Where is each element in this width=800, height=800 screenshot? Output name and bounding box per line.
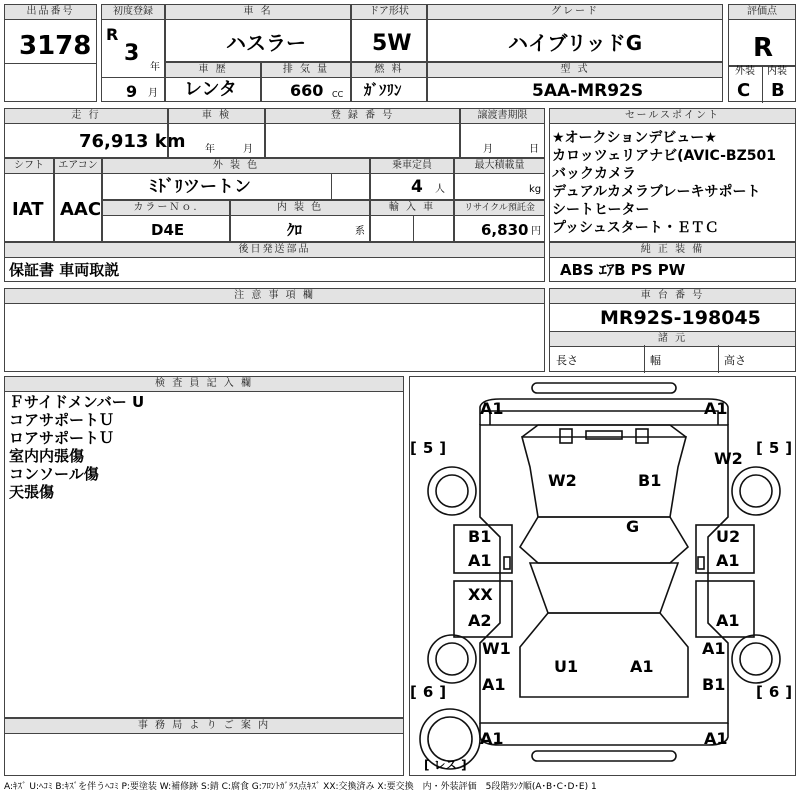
- transfer-deadline-box: [460, 108, 545, 158]
- chassis-label: 車 台 番 号: [550, 289, 795, 304]
- car-name: ハスラー: [226, 31, 306, 55]
- dims-label: 諸 元: [550, 331, 795, 347]
- first-registration-label: 初度登録: [102, 5, 164, 20]
- int-color-box: [230, 200, 370, 242]
- score: R: [753, 33, 774, 63]
- damage-mark-left-rear-door-2: A2: [468, 611, 492, 630]
- era: R: [106, 25, 119, 44]
- inspection-label: 車 検: [169, 109, 264, 124]
- height-label: 高さ: [724, 354, 746, 367]
- damage-mark-roof: G: [626, 517, 640, 536]
- sales-point-line: ★オークションデビュー★: [552, 130, 717, 146]
- damage-mark-back-door-right: A1: [630, 657, 654, 676]
- inspector-box: [4, 376, 404, 718]
- sales-points-label: セールスポイント: [550, 109, 795, 124]
- inspector-note-line: Ｆサイドメンバー U: [9, 393, 145, 411]
- mileage-label: 走 行: [5, 109, 167, 124]
- int-color-unit: 系: [355, 226, 365, 237]
- damage-mark-front-left-bumper: A1: [480, 399, 504, 418]
- damage-mark-right-fender: W2: [714, 449, 743, 468]
- ext-grade: C: [737, 80, 751, 101]
- tire-fr-label: [ 5 ]: [756, 439, 793, 457]
- transfer-day-unit: 日: [529, 144, 539, 155]
- ext-color-box: [102, 158, 370, 200]
- tire-fl: 5: [422, 439, 434, 457]
- sales-point-line: シートヒーター: [552, 202, 650, 218]
- legend: A:ｷｽﾞ U:ﾍｺﾐ B:ｷｽﾞを伴うﾍｺﾐ P:要塗装 W:補修跡 S:錆 C:腐食 G:ﾌﾛﾝﾄｶﾞﾗｽ点ｷｽﾞ XX:交換済み X:要交換 内・外装評価 5段階ﾗﾝｸ順(A･B･C･D･E) 1: [4, 782, 597, 792]
- sales-points-box: [549, 108, 796, 242]
- max-load-unit: kg: [529, 184, 542, 195]
- notes-label: 注 意 事 項 欄: [5, 289, 544, 304]
- shift-box: [4, 158, 54, 242]
- sales-point-line: プッシュスタート・ＥＴＣ: [552, 220, 719, 236]
- damage-mark-left-quarter-1: W1: [482, 639, 511, 658]
- mileage: 76,913 km: [79, 131, 186, 152]
- mileage-box: [4, 108, 186, 158]
- later-parts-box: [4, 242, 545, 282]
- grade-box: [427, 4, 723, 62]
- score-box: [728, 4, 796, 102]
- spare-tire-label: [ レス ]: [424, 758, 467, 772]
- reg-month: 9: [126, 82, 138, 101]
- office-label: 事 務 局 よ り ご 案 内: [5, 719, 403, 734]
- lot-number-label: 出品番号: [5, 5, 96, 20]
- damage-mark-rear-right-bumper: A1: [704, 729, 728, 748]
- tire-rr-label: [ 6 ]: [756, 683, 793, 701]
- int-label: 内装: [767, 66, 787, 77]
- history: レンタ: [184, 79, 237, 100]
- notes-box: [4, 288, 545, 372]
- ext-color: ﾐﾄﾞﾘツートン: [149, 177, 251, 197]
- transfer-month-unit: 月: [483, 144, 493, 155]
- grade: ハイブリッドG: [508, 31, 643, 55]
- grade-label: グレード: [428, 5, 722, 20]
- damage-mark-hood-right: B1: [638, 471, 662, 490]
- ext-label: 外装: [735, 66, 755, 77]
- shift-label: シフト: [5, 159, 53, 174]
- displacement-box: [261, 62, 351, 102]
- damage-mark-back-door-left: U1: [554, 657, 579, 676]
- damage-mark-rear-left-bumper: A1: [480, 729, 504, 748]
- import-box: [370, 200, 454, 242]
- max-load-box: [454, 158, 545, 200]
- car-name-box: [165, 4, 351, 62]
- first-registration-box: [101, 4, 165, 102]
- aircon-label: エアコン: [55, 159, 101, 174]
- length-label: 長さ: [556, 354, 578, 367]
- tire-rl-label: [ 6 ]: [410, 683, 447, 701]
- reg-number-label: 登 録 番 号: [266, 109, 459, 124]
- int-color-label: 内 装 色: [231, 201, 369, 216]
- damage-mark-right-quarter-1: A1: [702, 639, 726, 658]
- damage-mark-left-quarter-2: A1: [482, 675, 506, 694]
- int-color: ｸﾛ: [287, 221, 303, 239]
- model: 5AA-MR92S: [532, 81, 644, 101]
- damage-mark-left-front-door-1: B1: [468, 527, 492, 546]
- later-parts-label: 後日発送部品: [5, 243, 544, 258]
- import-label: 輸 入 車: [371, 201, 453, 216]
- inspection-year-unit: 年: [205, 144, 215, 155]
- reg-number-box: [265, 108, 460, 158]
- color-no: D4E: [151, 221, 185, 239]
- capacity-unit: 人: [435, 184, 445, 195]
- later-parts: 保証書 車両取説: [9, 261, 120, 279]
- score-label: 評価点: [729, 5, 795, 20]
- damage-mark-right-front-door-2: A1: [716, 551, 740, 570]
- tire-rr: 6: [768, 683, 780, 701]
- tire-rl: 6: [422, 683, 434, 701]
- lot-number: 3178: [19, 31, 92, 61]
- car-outline: [410, 377, 797, 777]
- car-name-label: 車 名: [166, 5, 350, 20]
- inspection-month-unit: 月: [243, 144, 253, 155]
- aircon-box: [54, 158, 102, 242]
- displacement-label: 排 気 量: [262, 63, 350, 78]
- sales-point-line: デュアルカメラブレーキサポート: [552, 184, 761, 200]
- equipment-label: 純 正 装 備: [550, 243, 795, 258]
- damage-mark-right-rear-door: A1: [716, 611, 740, 630]
- spare-tire: レス: [433, 758, 458, 772]
- car-diagram: [409, 376, 796, 776]
- recycle-fee: 6,830: [481, 221, 529, 239]
- year-unit: 年: [150, 62, 160, 73]
- office-box: [4, 718, 404, 776]
- capacity-box: [370, 158, 454, 200]
- capacity-label: 乗車定員: [371, 159, 453, 174]
- color-no-label: カラーＮｏ.: [103, 201, 229, 216]
- equipment: ABS ｴｱB PS PW: [560, 261, 686, 279]
- inspector-note-line: コンソール傷: [9, 465, 99, 483]
- cc-unit: CC: [332, 90, 344, 99]
- fuel-label: 燃 料: [352, 63, 426, 78]
- width-label: 幅: [650, 354, 661, 367]
- damage-mark-left-rear-door-1: XX: [468, 585, 493, 604]
- damage-mark-left-front-door-2: A1: [468, 551, 492, 570]
- damage-mark-right-quarter-2: B1: [702, 675, 726, 694]
- max-load-label: 最大積載量: [455, 159, 544, 174]
- transfer-deadline-label: 譲渡書期限: [461, 109, 544, 124]
- fuel-box: [351, 62, 427, 102]
- history-label: 車 歴: [166, 63, 260, 78]
- door-box: [351, 4, 427, 62]
- sales-point-line: カロッツェリアナビ(AVIC-BZ501: [552, 148, 776, 164]
- model-box: [427, 62, 723, 102]
- inspector-label: 検 査 員 記 入 欄: [5, 377, 403, 392]
- ext-color-label: 外 装 色: [103, 159, 369, 174]
- model-label: 型 式: [428, 63, 722, 78]
- history-box: [165, 62, 261, 102]
- displacement: 660: [290, 81, 324, 100]
- tire-fl-label: [ 5 ]: [410, 439, 447, 457]
- damage-mark-front-right-bumper: A1: [704, 399, 728, 418]
- month-unit: 月: [148, 88, 158, 99]
- reg-year: 3: [124, 41, 140, 66]
- door-label: ドア形状: [352, 5, 426, 20]
- aircon: AAC: [60, 199, 102, 220]
- recycle-box: [454, 200, 545, 242]
- fuel: ｶﾞｿﾘﾝ: [364, 81, 402, 99]
- capacity: 4: [411, 177, 423, 197]
- sales-point-line: バックカメラ: [552, 166, 636, 182]
- color-no-box: [102, 200, 230, 242]
- inspector-note-line: ロアサポートＵ: [9, 429, 115, 447]
- damage-mark-hood-left: W2: [548, 471, 577, 490]
- damage-mark-right-front-door-1: U2: [716, 527, 741, 546]
- inspector-note-line: 室内内張傷: [9, 447, 85, 465]
- int-grade: B: [771, 80, 785, 101]
- shift: IAT: [12, 199, 44, 220]
- inspection-box: [168, 108, 265, 158]
- yen-unit: 円: [531, 226, 541, 237]
- recycle-label: リサイクル預託金: [455, 201, 544, 216]
- chassis-number: MR92S-198045: [600, 307, 761, 329]
- inspector-note-line: コアサポートＵ: [9, 411, 115, 429]
- inspector-note-line: 天張傷: [9, 483, 55, 501]
- equipment-box: [549, 242, 796, 282]
- tire-fr: 5: [768, 439, 780, 457]
- chassis-box: [549, 288, 796, 372]
- door-type: 5W: [372, 31, 412, 56]
- lot-number-box: [4, 4, 97, 102]
